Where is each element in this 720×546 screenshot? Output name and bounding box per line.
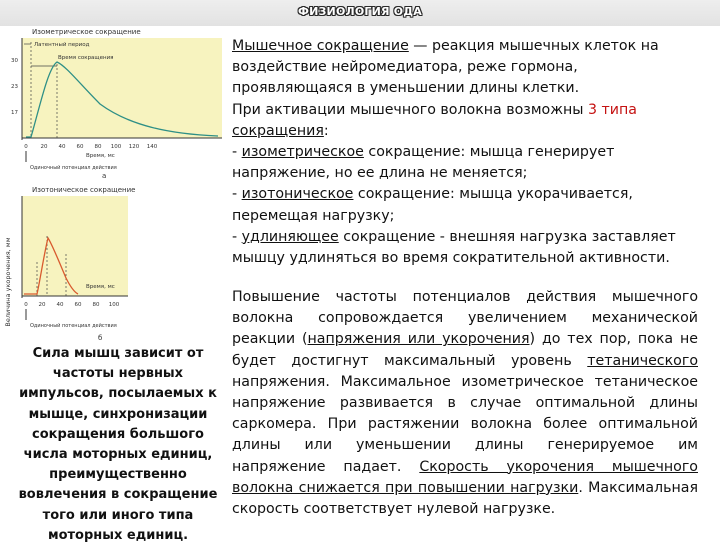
activation-text: При активации мышечного волокна возможны (232, 101, 588, 118)
panel-a-x-tick: 140 (146, 144, 158, 150)
term-muscle-contraction: Мышечное сокращение (232, 38, 409, 54)
panel-a-stim-label: Одиночный потенциал действия (30, 165, 117, 171)
panel-a-y-tick: 23 (11, 84, 18, 90)
panel-a-x-tick: 40 (58, 144, 66, 150)
definition-paragraph (232, 36, 698, 100)
frequency-paragraph (232, 287, 698, 520)
type-item-isometric (232, 142, 698, 184)
underlined-phrase: тетанического (587, 352, 698, 369)
term-isometric: изометрическое (241, 144, 364, 161)
panel-a-x-tick: 80 (94, 144, 102, 150)
panel-b-plot-area (22, 196, 128, 296)
y-axis-label: Величина укорочения, мм (4, 237, 12, 327)
types-count: 3 типа (588, 101, 637, 118)
paragraph-text: . Максимальная скорость соответствует нулевой нагрузке. (232, 479, 698, 518)
type-description: сокращение: мышца генерирует напряжение, но ее длина не меняется; (232, 144, 615, 182)
panel-a-x-label: Время, мс (86, 153, 115, 159)
type-description: сокращение: мышца укорачивается, перемещая нагрузку; (232, 186, 633, 224)
panel-b-letter: б (98, 334, 103, 342)
panel-b-x-tick: 20 (38, 302, 46, 308)
type-item-isotonic (232, 184, 698, 226)
type-description: сокращение - внешняя нагрузка заставляет мышцу удлиняться во время сократительной активности. (232, 228, 676, 267)
term-lengthening: удлиняющее (241, 228, 339, 245)
bullet-dash: - (232, 186, 242, 203)
definition-block (232, 36, 698, 269)
panel-b-x-tick: 40 (56, 302, 64, 308)
page-title: ФИЗИОЛОГИЯ ОДА (298, 5, 422, 18)
activation-paragraph (232, 100, 698, 142)
paragraph-text: Повышение частоты потенциалов действия мышечного волокна сопровождается увеличением механической реакции ( (232, 289, 698, 348)
panel-a-letter: а (102, 172, 107, 180)
underlined-phrase: Скорость укорочения мышечного волокна снижается при повышении нагрузки (232, 458, 698, 496)
term-isotonic: изотоническое (241, 186, 354, 203)
panel-a-latent-label: Латентный период (34, 42, 90, 48)
panel-b-x-ticks (24, 302, 119, 308)
underlined-phrase: напряжения или укорочения (307, 331, 530, 348)
bullet-dash: - (232, 144, 242, 161)
panel-b-x-tick: 60 (74, 302, 82, 308)
panel-b-x-tick: 80 (92, 302, 100, 308)
panel-b-title: Изотоническое сокращение (32, 186, 136, 194)
panel-a-x-tick: 20 (40, 144, 48, 150)
definition-text: — реакция мышечных клеток на воздействие нейромедиатора, реже гормона, проявляющаяся в уменьшении длины клетки. (232, 38, 659, 97)
panel-a-plot-area (22, 38, 222, 138)
panel-b-stim-label: Одиночный потенциал действия (30, 323, 117, 329)
muscle-strength-note: Сила мышц зависит от частоты нервных импульсов, посылаемых к мышце, синхронизации сокращения большого числа моторных единиц, преимущественно вовлечения в сокращение того или иного типа моторных единиц. (18, 346, 218, 543)
panel-a-x-tick: 120 (128, 144, 140, 150)
panel-a-y-tick: 17 (11, 110, 18, 116)
panel-a-x-ticks (24, 144, 157, 150)
panel-a-y-tick: 30 (11, 58, 18, 64)
bullet-dash: - (232, 228, 242, 245)
panel-b-x-label: Время, мс (86, 284, 115, 290)
panel-b-x-tick: 100 (108, 302, 120, 308)
panel-a-x-tick: 100 (110, 144, 122, 150)
activation-colon: : (323, 122, 329, 139)
panel-a-title: Изометрическое сокращение (32, 28, 141, 36)
paragraph-text: напряжения. Максимальное изометрическое тетаническое напряжение развивается в случае оптимальной длины саркомера. При растяжении волокна более оптимальной длины или уменьшении длины генерируемое им напряжение падает. (232, 373, 698, 475)
panel-a-x-tick: 60 (76, 144, 84, 150)
term-contraction: сокращения (232, 122, 324, 139)
type-item-lengthening (232, 227, 698, 269)
panel-a-x-tick: 0 (24, 144, 28, 150)
panel-a-contraction-label: Время сокращения (58, 55, 114, 61)
paragraph-text: ) до тех пор, пока не будет достигнут максимальный уровень (232, 331, 698, 369)
muscle-contraction-figure (0, 26, 228, 346)
panel-b-x-tick: 0 (24, 302, 28, 308)
